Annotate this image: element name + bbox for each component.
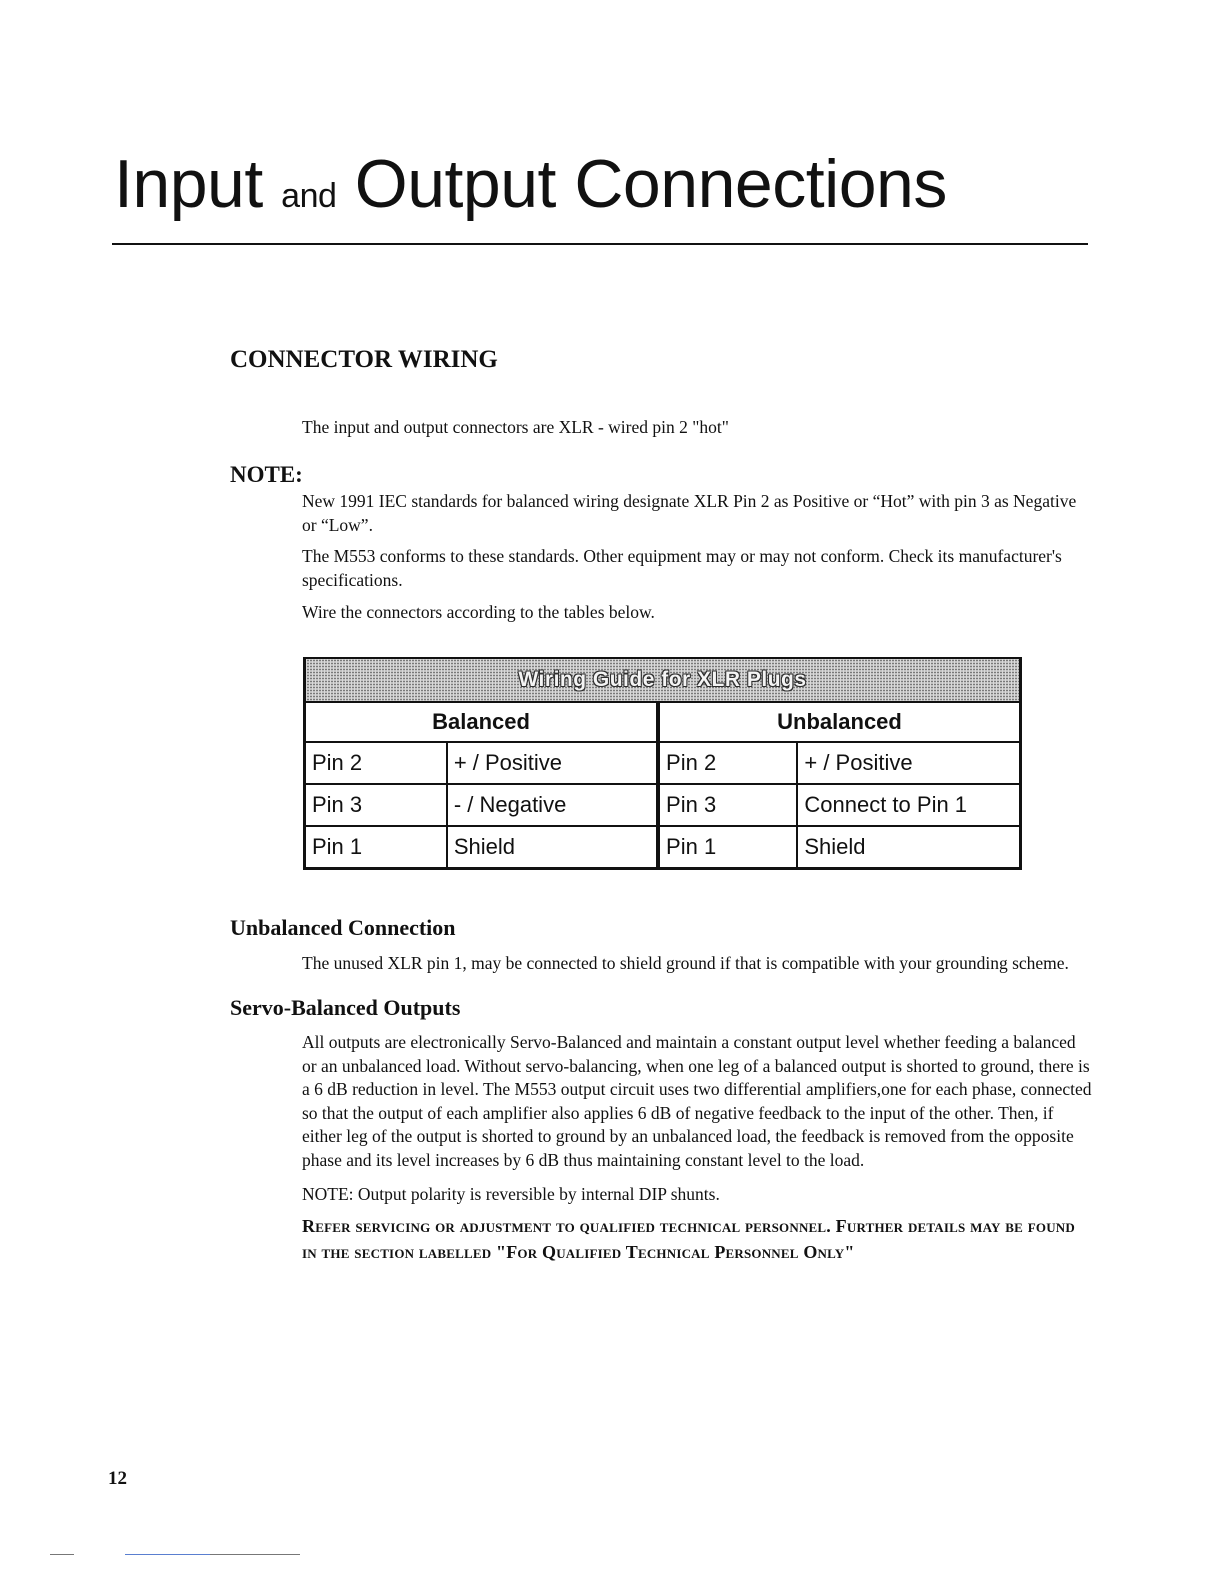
table-row — [305, 784, 1021, 826]
servo-note-text: Output polarity is reversible by internal DIP shunts. — [357, 1184, 720, 1204]
table-row — [305, 742, 1021, 784]
scan-mark — [50, 1554, 74, 1555]
unbalanced-heading: Unbalanced Connection — [230, 915, 456, 940]
table-cell: Connect to Pin 1 — [797, 784, 1020, 826]
title-word-and: and — [281, 177, 337, 215]
table-cell: + / Positive — [447, 742, 658, 784]
table-cell: Pin 3 — [658, 784, 797, 826]
group-unbalanced: Unbalanced — [658, 702, 1020, 742]
section-heading: CONNECTOR WIRING — [230, 346, 498, 373]
scan-mark — [210, 1554, 300, 1555]
servo-note-label: NOTE: — [302, 1184, 354, 1204]
table-row — [305, 826, 1021, 869]
note-paragraph-3: Wire the connectors according to the tables below. — [302, 602, 655, 622]
service-warning: Refer servicing or adjustment to qualified technical personnel. Further details may be found in the section labelled "For Qualified Technical Personnel Only" — [302, 1216, 1075, 1262]
note-heading: NOTE: — [230, 462, 303, 487]
table-cell: Pin 2 — [658, 742, 797, 784]
table-cell: Pin 2 — [305, 742, 447, 784]
page-number: 12 — [108, 1468, 127, 1489]
title-word-output-connections: Output Connections — [354, 146, 947, 222]
table-cell: Shield — [447, 826, 658, 869]
intro-text: The input and output connectors are XLR - wired pin 2 "hot" — [302, 417, 729, 437]
title-rule — [112, 243, 1088, 245]
table-cell: Shield — [797, 826, 1020, 869]
unbalanced-text: The unused XLR pin 1, may be connected to shield ground if that is compatible with your grounding scheme. — [302, 953, 1069, 973]
table-cell: + / Positive — [797, 742, 1020, 784]
table-cell: Pin 1 — [658, 826, 797, 869]
servo-note — [302, 1183, 1092, 1207]
table-cell: - / Negative — [447, 784, 658, 826]
group-balanced: Balanced — [305, 702, 659, 742]
table-cell: Pin 3 — [305, 784, 447, 826]
wiring-table — [303, 657, 1022, 870]
title-word-input: Input — [114, 146, 263, 222]
table-caption: Wiring Guide for XLR Plugs — [305, 658, 1021, 702]
table-cell: Pin 1 — [305, 826, 447, 869]
servo-text: All outputs are electronically Servo-Balanced and maintain a constant output level whether feeding a balanced or an unbalanced load. Without servo-balancing, when one leg of a balanced output is shorted to ground, there is a 6 dB reduction in level. The M553 output circuit uses two differential amplifiers,one for each phase, connected so that the output of each amplifier also applies 6 dB of negative feedback to the input of the other. Then, if either leg of the output is shorted to ground by an unbalanced load, the feedback is removed from the opposite phase and its level increases by 6 dB thus maintaining constant level to the load. — [302, 1032, 1092, 1170]
page-title — [114, 146, 947, 222]
note-paragraph-2: The M553 conforms to these standards. Other equipment may or may not conform. Check its manufacturer's specifications. — [302, 546, 1062, 590]
servo-heading: Servo-Balanced Outputs — [230, 995, 461, 1020]
note-paragraph-1: New 1991 IEC standards for balanced wiring designate XLR Pin 2 as Positive or “Hot” with pin 3 as Negative or “Low”. — [302, 491, 1077, 535]
